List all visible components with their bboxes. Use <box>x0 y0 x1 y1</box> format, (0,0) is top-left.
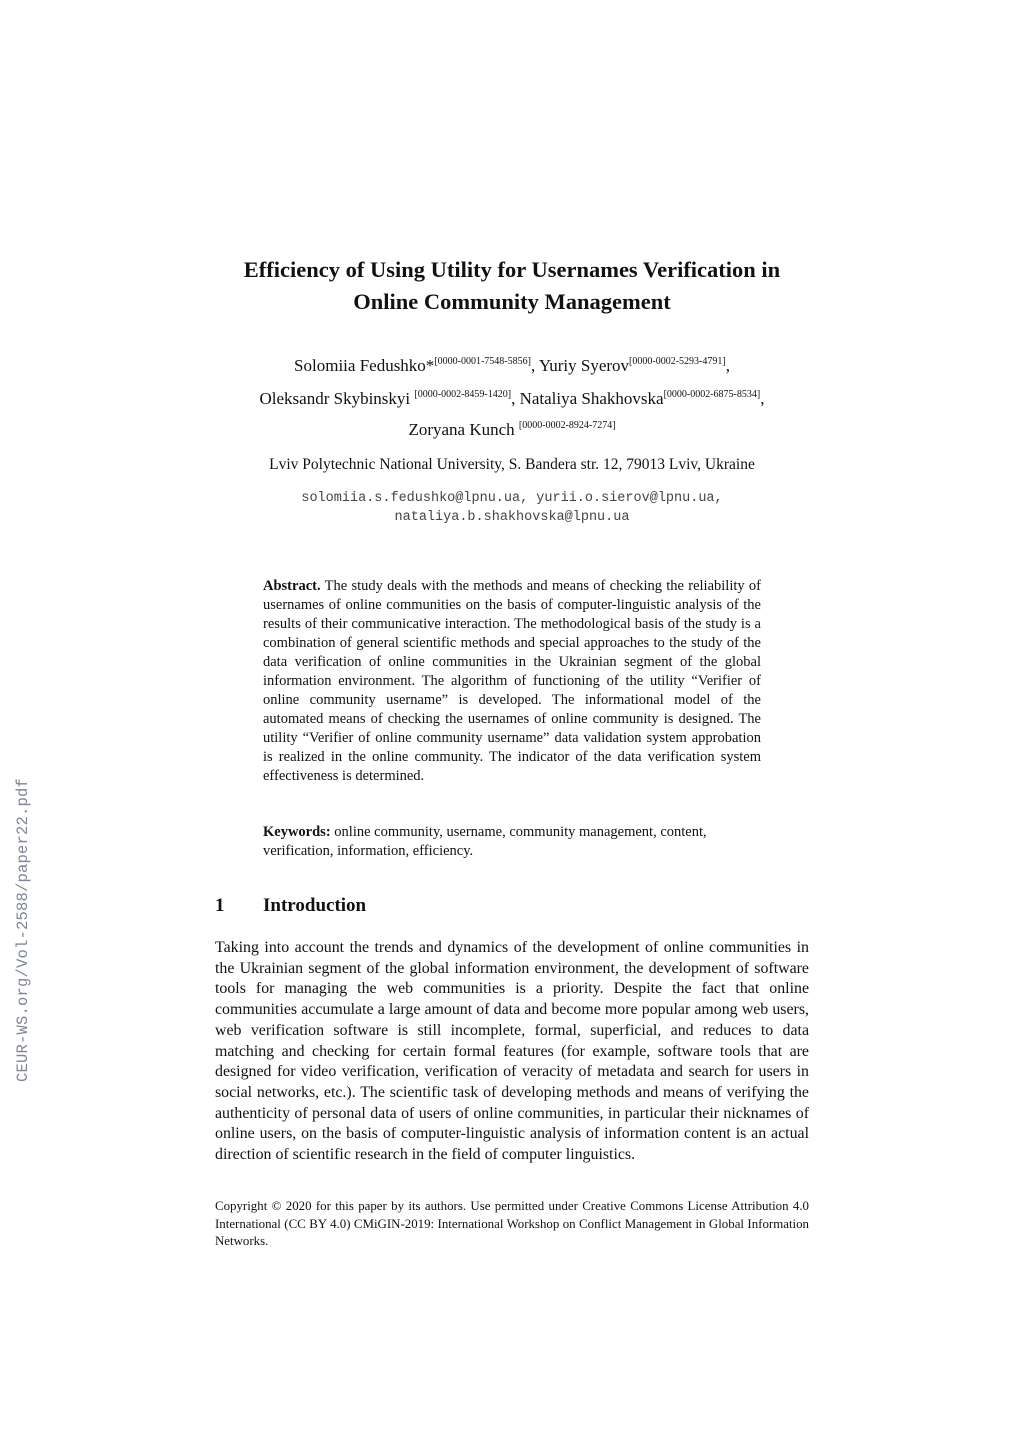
author-separator: , <box>511 389 520 408</box>
author-line-1 <box>180 352 844 376</box>
email-line-2: nataliya.b.shakhovska@lpnu.ua <box>394 510 630 525</box>
keywords-text: online community, username, community management, content, verification, information, efficiency. <box>263 824 707 859</box>
affiliation: Lviv Polytechnic National University, S. Bandera str. 12, 79013 Lviv, Ukraine <box>269 456 755 473</box>
author-line-3 <box>180 416 844 440</box>
keywords <box>263 823 761 861</box>
keywords-label: Keywords: <box>263 824 331 840</box>
author-separator: , <box>760 389 765 408</box>
author-separator: , <box>530 356 539 375</box>
author-emails <box>180 489 844 527</box>
author-name: Nataliya Shakhovska <box>519 389 664 408</box>
author-name: Oleksandr Skybinskyi <box>259 389 415 408</box>
author-orcid: [0000-0002-8459-1420] <box>414 389 512 400</box>
paper-title-line-1: Efficiency of Using Utility for Usernames Verification in <box>243 257 781 282</box>
author-name: Solomiia Fedushko* <box>294 356 435 375</box>
author-orcid: [0000-0002-5293-4791] <box>629 356 726 367</box>
section-number: 1 <box>215 895 225 916</box>
author-name: Yuriy Syerov <box>538 356 630 375</box>
author-separator: , <box>725 356 730 375</box>
author-line-2 <box>180 385 844 409</box>
email-line-1: solomiia.s.fedushko@lpnu.ua, yurii.o.sierov@lpnu.ua, <box>301 491 723 506</box>
abstract <box>263 577 761 786</box>
paper-title-line-2: Online Community Management <box>353 289 671 314</box>
author-orcid: [0000-0002-6875-8534] <box>663 389 761 400</box>
body-paragraph: Taking into account the trends and dynamics of the development of online communities in the Ukrainian segment of the global information environment, the development of software tools for managing the web communities is a priority. Despite the fact that online communities accumulate a large amount of data and become more popular among web users, web verification software is still incomplete, formal, superficial, and reduces to data matching and checking for certain formal features (for example, software tools that are designed for video verification, verification of veracity of metadata and search for users in social networks, etc.). The scientific task of developing methods and means of verifying the authenticity of personal data of users of online communities, in particular their nicknames of online users, on the basis of computer-linguistic analysis of information content is an actual direction of scientific research in the field of computer linguistics. <box>215 939 809 1164</box>
author-orcid: [0000-0001-7548-5856] <box>434 356 531 367</box>
section-title: Introduction <box>263 895 367 916</box>
abstract-label: Abstract. <box>263 578 321 594</box>
author-orcid: [0000-0002-8924-7274] <box>518 420 616 431</box>
abstract-text: The study deals with the methods and means of checking the reliability of usernames of online communities on the basis of computer-linguistic analysis of the results of their communicative interaction. The methodological basis of the study is a combination of general scientific methods and special approaches to the study of the data verification of online communities in the Ukrainian segment of the global information environment. The algorithm of functioning of the utility “Verifier of online community username” is developed. The informational model of the automated means of checking the usernames of online community is designed. The utility “Verifier of online community username” data validation system approbation is realized in the online community. The indicator of the data verification system effectiveness is determined. <box>263 578 761 784</box>
paper-title <box>200 254 824 318</box>
copyright-notice: Copyright © 2020 for this paper by its authors. Use permitted under Creative Commons License Attribution 4.0 International (CC BY 4.0) CMiGIN-2019: International Workshop on Conflict Management in Global Information Networks. <box>215 1199 809 1248</box>
side-margin-label: CEUR-WS.org/Vol-2588/paper22.pdf <box>14 777 32 1082</box>
author-name: Zoryana Kunch <box>408 420 519 439</box>
section-heading <box>215 893 366 919</box>
